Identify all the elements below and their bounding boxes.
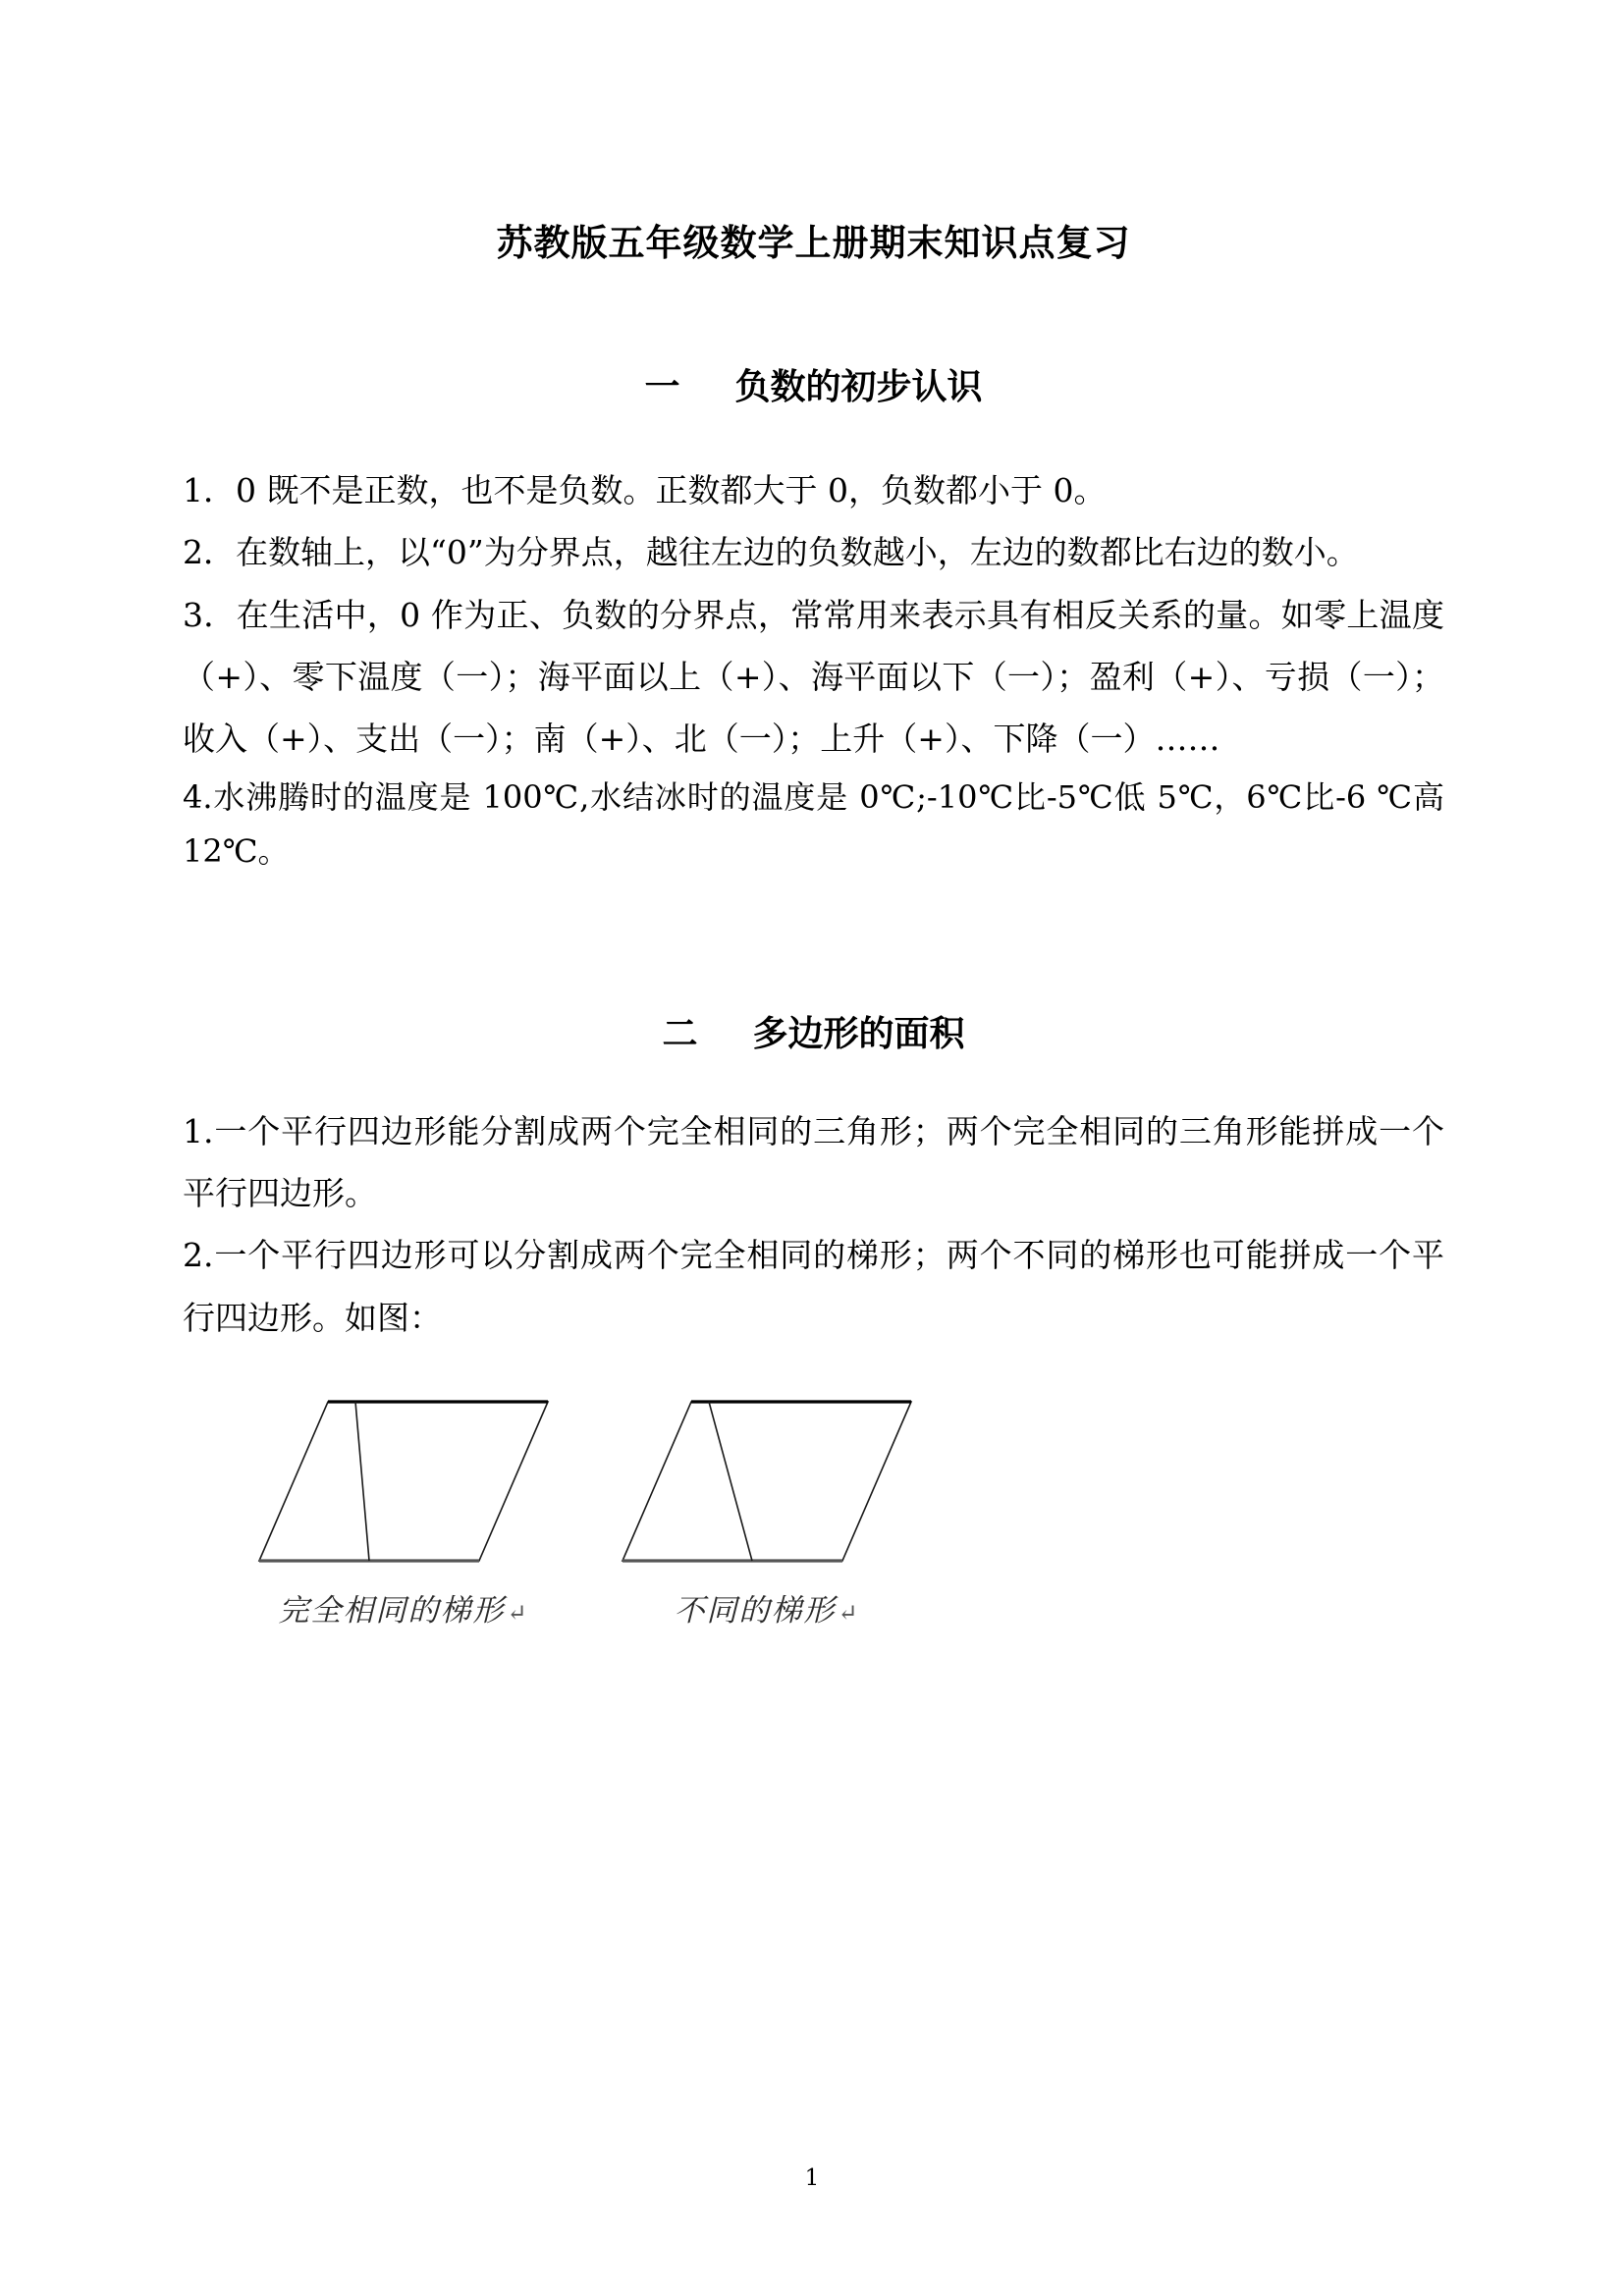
figure-caption-1-text: 完全相同的梯形 — [278, 1593, 506, 1629]
figure-caption-1 — [278, 1585, 528, 1629]
section-heading-1 — [183, 361, 1444, 414]
section-number-1: 一 — [644, 366, 680, 407]
figure-caption-2-text: 不同的梯形 — [674, 1593, 837, 1629]
figure-caption-2 — [674, 1585, 859, 1629]
spacer — [183, 1061, 1444, 1100]
page-number: 1 — [804, 2165, 820, 2191]
return-mark-icon: ↵ — [507, 1599, 529, 1628]
parallelogram-identical-split-diagram — [251, 1394, 556, 1575]
figure-identical-trapezoids — [251, 1394, 556, 1629]
spacer — [183, 414, 1444, 459]
section-1-item-4: 4.水沸腾时的温度是 100℃,水结冰时的温度是 0℃;-10℃比-5℃低 5℃，6℃比-6 ℃高 12℃。 — [183, 777, 1444, 870]
figure-row — [183, 1394, 1444, 1629]
section-2-item-2: 2.一个平行四边形可以分割成两个完全相同的梯形；两个不同的梯形也可能拼成一个平行四边形。如图： — [183, 1236, 1444, 1337]
spacer — [183, 879, 1444, 1008]
section-1-item-1: 1．0 既不是正数，也不是负数。正数都大于 0，负数都小于 0。 — [183, 470, 1107, 509]
section-1-item-2: 2．在数轴上，以“0”为分界点，越往左边的负数越小，左边的数都比右边的数小。 — [183, 533, 1359, 572]
page-title: 苏教版五年级数学上册期末知识点复习 — [496, 222, 1131, 264]
parallelogram-different-split-diagram — [615, 1394, 919, 1575]
figure-different-trapezoids — [615, 1394, 919, 1629]
return-mark-icon: ↵ — [838, 1599, 860, 1628]
section-2-item-1: 1.一个平行四边形能分割成两个完全相同的三角形；两个完全相同的三角形能拼成一个平行四边形。 — [183, 1111, 1444, 1213]
section-number-2: 二 — [662, 1013, 698, 1054]
section-1-item-3: 3．在生活中，0 作为正、负数的分界点，常常用来表示具有相反关系的量。如零上温度（+）、零下温度（一）；海平面以上（+）、海平面以下（一）；盈利（+）、亏损（一）；收入（+）、支出（一）；南（+）、北（一）；上升（+）、下降（一）…… — [183, 595, 1444, 759]
spacer — [183, 269, 1444, 361]
page-content — [183, 0, 1444, 1629]
section-title-1: 负数的初步认识 — [734, 366, 983, 407]
section-title-2: 多边形的面积 — [752, 1013, 965, 1054]
section-heading-2 — [183, 1008, 1444, 1061]
